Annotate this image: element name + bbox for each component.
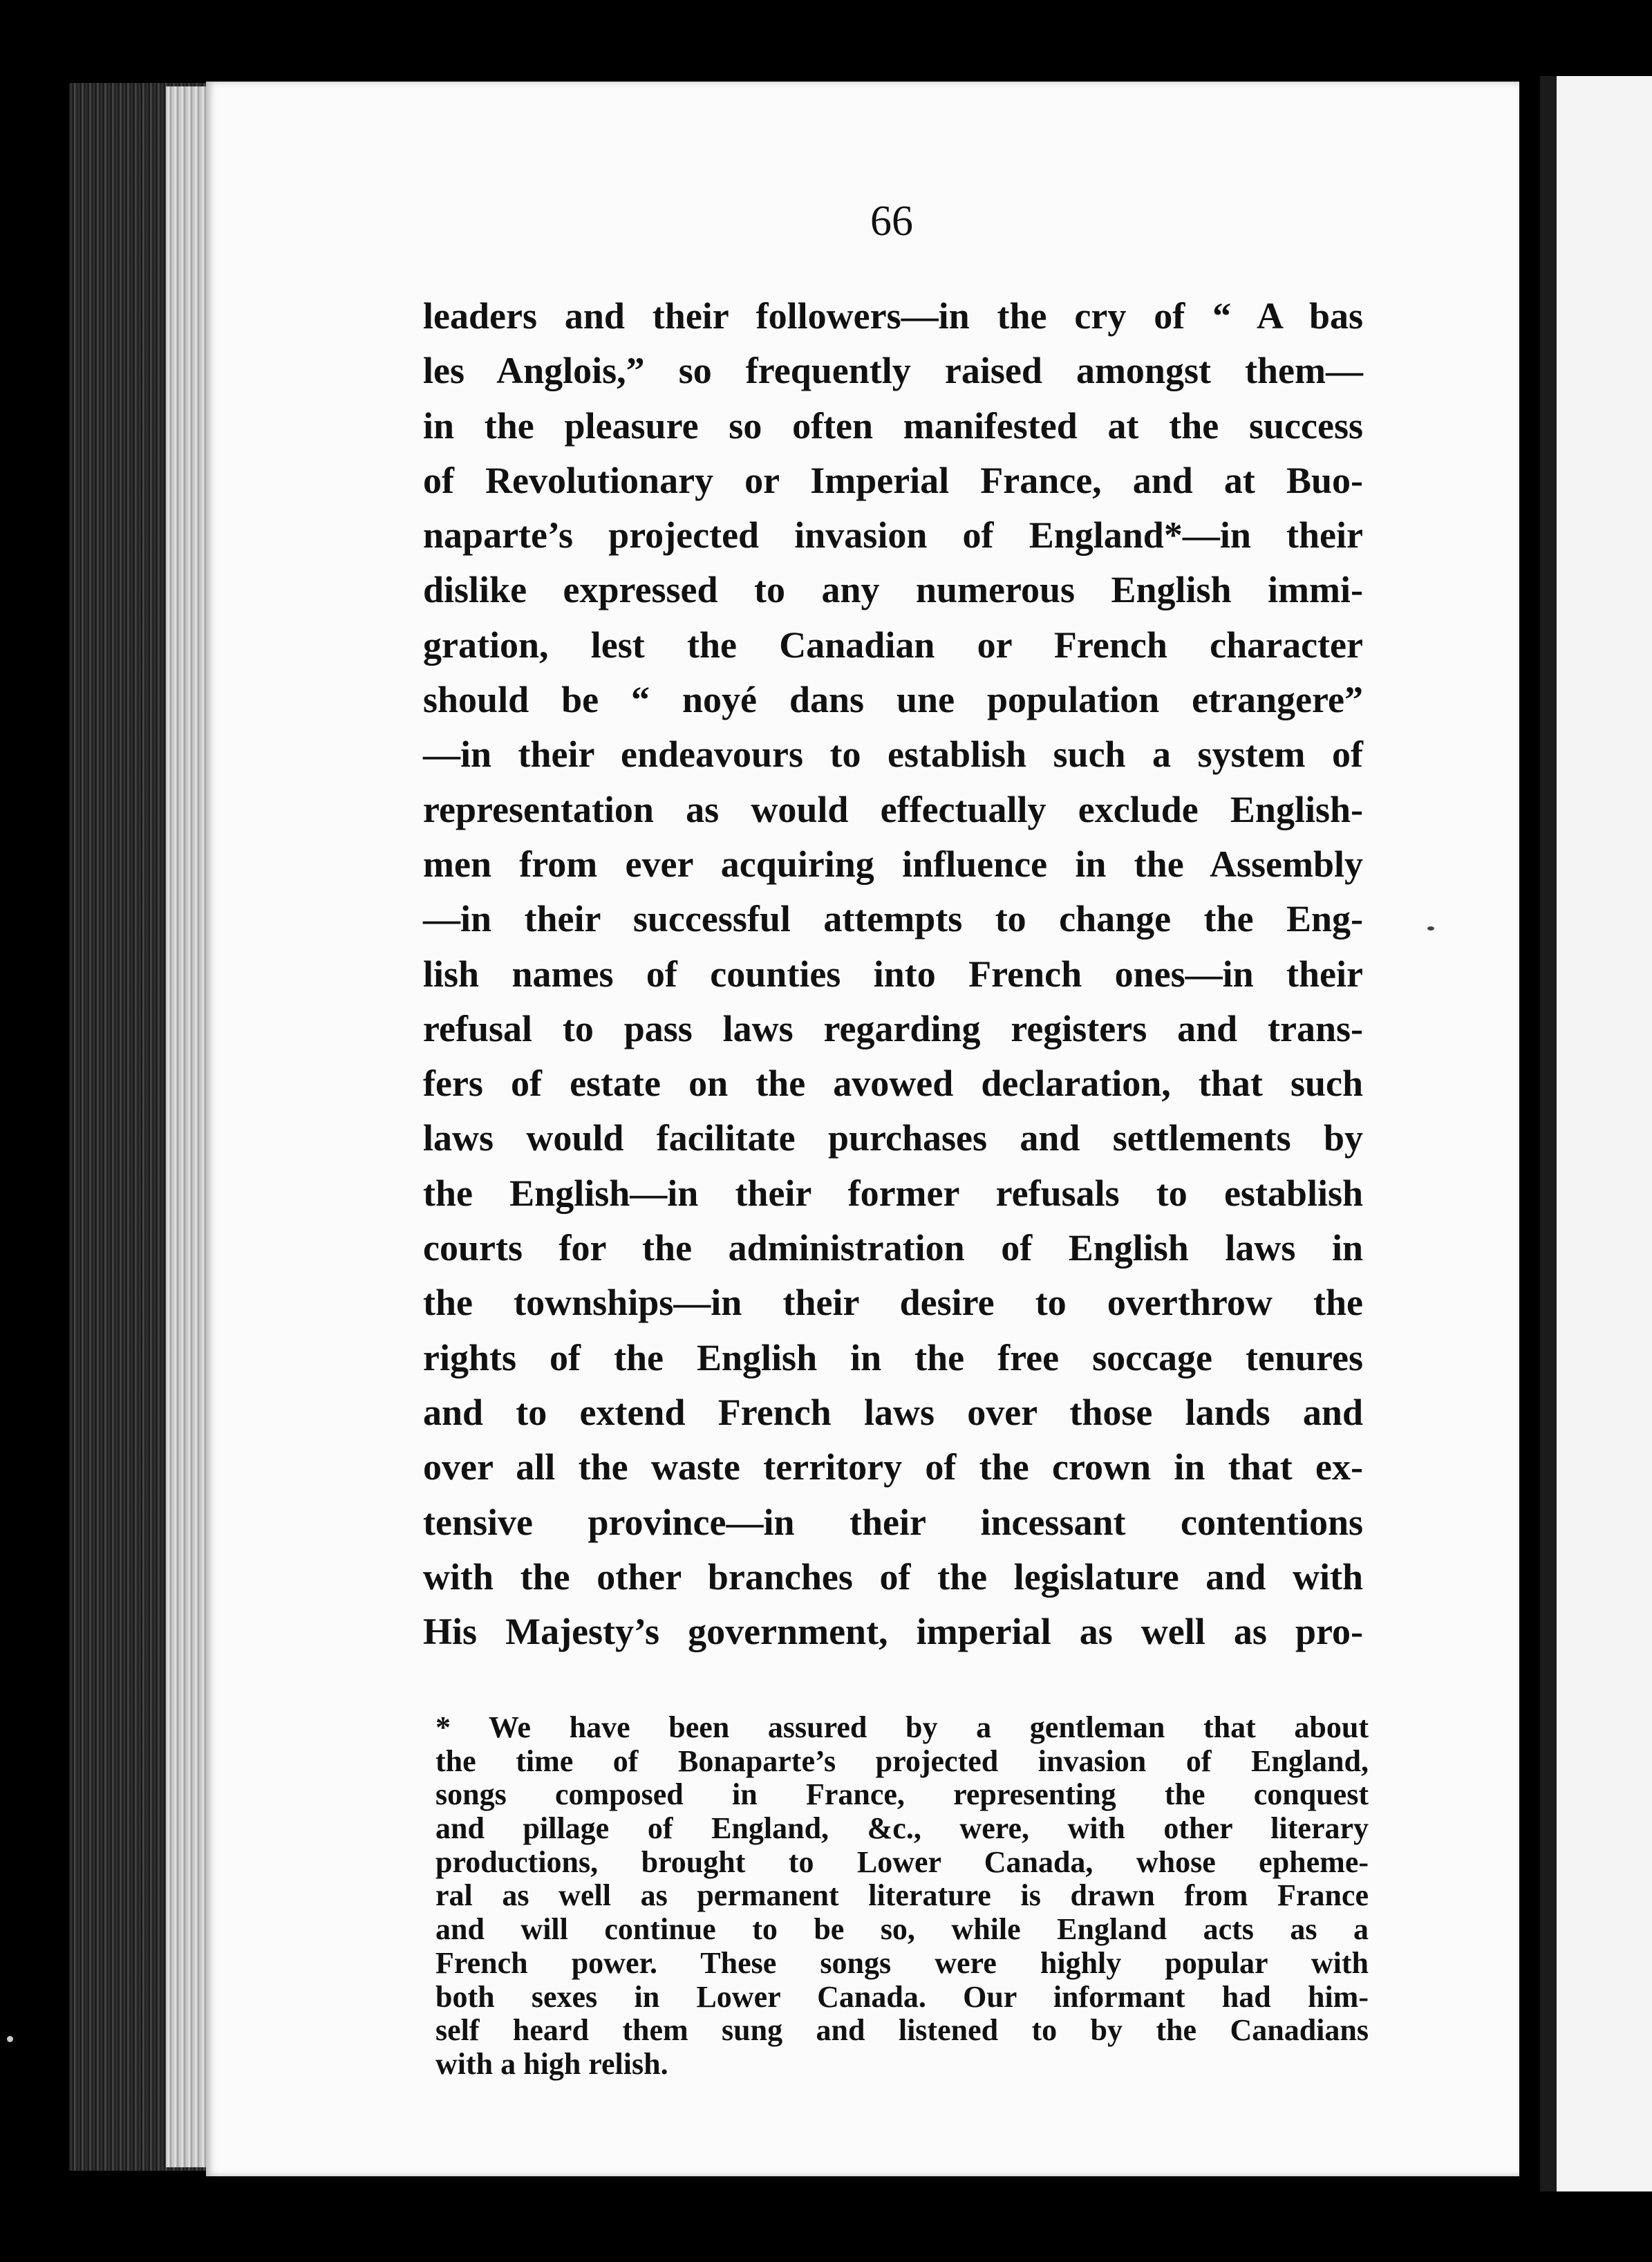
- footnote: [435, 1711, 1369, 2082]
- body-line: rights of the English in the free soccage tenures: [423, 1336, 1363, 1378]
- footnote-line: and will continue to be so, while England acts as a: [435, 1912, 1369, 1947]
- body-line: over all the waste territory of the crown in that ex-: [423, 1446, 1363, 1488]
- body-line: laws would facilitate purchases and settlements by: [423, 1117, 1363, 1159]
- footnote-line: ral as well as permanent literature is drawn from France: [435, 1878, 1369, 1913]
- body-line: in the pleasure so often manifested at the success: [423, 404, 1363, 447]
- body-line: naparte’s projected invasion of England*—in their: [423, 514, 1363, 557]
- body-line: gration, lest the Canadian or French character: [423, 624, 1363, 666]
- dust-speck: [7, 2036, 13, 2042]
- body-line: les Anglois,” so frequently raised amongst them—: [423, 350, 1363, 392]
- body-line: with the other branches of the legislature and with: [423, 1555, 1363, 1598]
- footnote-line: French power. These songs were highly popular with: [435, 1945, 1369, 1980]
- body-line: refusal to pass laws regarding registers and trans-: [423, 1007, 1363, 1049]
- body-text: [423, 289, 1363, 1659]
- body-line: men from ever acquiring influence in the Assembly: [423, 843, 1363, 885]
- footnote-line: both sexes in Lower Canada. Our informant had him-: [435, 1979, 1369, 2014]
- body-line: the English—in their former refusals to establish: [423, 1172, 1363, 1214]
- body-line: courts for the administration of English laws in: [423, 1227, 1363, 1269]
- footnote-line: self heard them sung and listened to by the Canadians: [435, 2013, 1369, 2048]
- page-number: 66: [870, 198, 913, 245]
- body-line: fers of estate on the avowed declaration, that such: [423, 1063, 1363, 1105]
- dust-speck: [1427, 926, 1434, 931]
- body-line: the townships—in their desire to overthrow the: [423, 1282, 1363, 1324]
- footnote-line: productions, brought to Lower Canada, whose epheme-: [435, 1844, 1369, 1879]
- body-line: should be “ noyé dans une population etrangere”: [423, 679, 1363, 721]
- footnote-line: * We have been assured by a gentleman that about: [435, 1710, 1369, 1744]
- body-line: —in their endeavours to establish such a system of: [423, 733, 1363, 776]
- facing-page-edge: [1540, 76, 1652, 2191]
- body-line: of Revolutionary or Imperial France, and at Buo-: [423, 459, 1363, 501]
- footnote-line: with a high relish.: [435, 2046, 668, 2081]
- body-line: —in their successful attempts to change the Eng-: [423, 898, 1363, 940]
- body-line: representation as would effectually exclude English-: [423, 788, 1363, 830]
- body-line: lish names of counties into French ones—in their: [423, 953, 1363, 995]
- footnote-line: the time of Bonaparte’s projected invasion of England,: [435, 1744, 1369, 1778]
- body-line: tensive province—in their incessant contentions: [423, 1501, 1363, 1543]
- footnote-line: and pillage of England, &c., were, with other literary: [435, 1811, 1369, 1846]
- page-edges-highlight: [166, 86, 207, 2167]
- body-line: leaders and their followers—in the cry of “ A bas: [423, 295, 1363, 337]
- body-line: His Majesty’s government, imperial as well as pro-: [423, 1611, 1363, 1653]
- body-line: and to extend French laws over those lands and: [423, 1391, 1363, 1433]
- footnote-line: songs composed in France, representing the conquest: [435, 1777, 1369, 1812]
- body-line: dislike expressed to any numerous English immi-: [423, 569, 1363, 611]
